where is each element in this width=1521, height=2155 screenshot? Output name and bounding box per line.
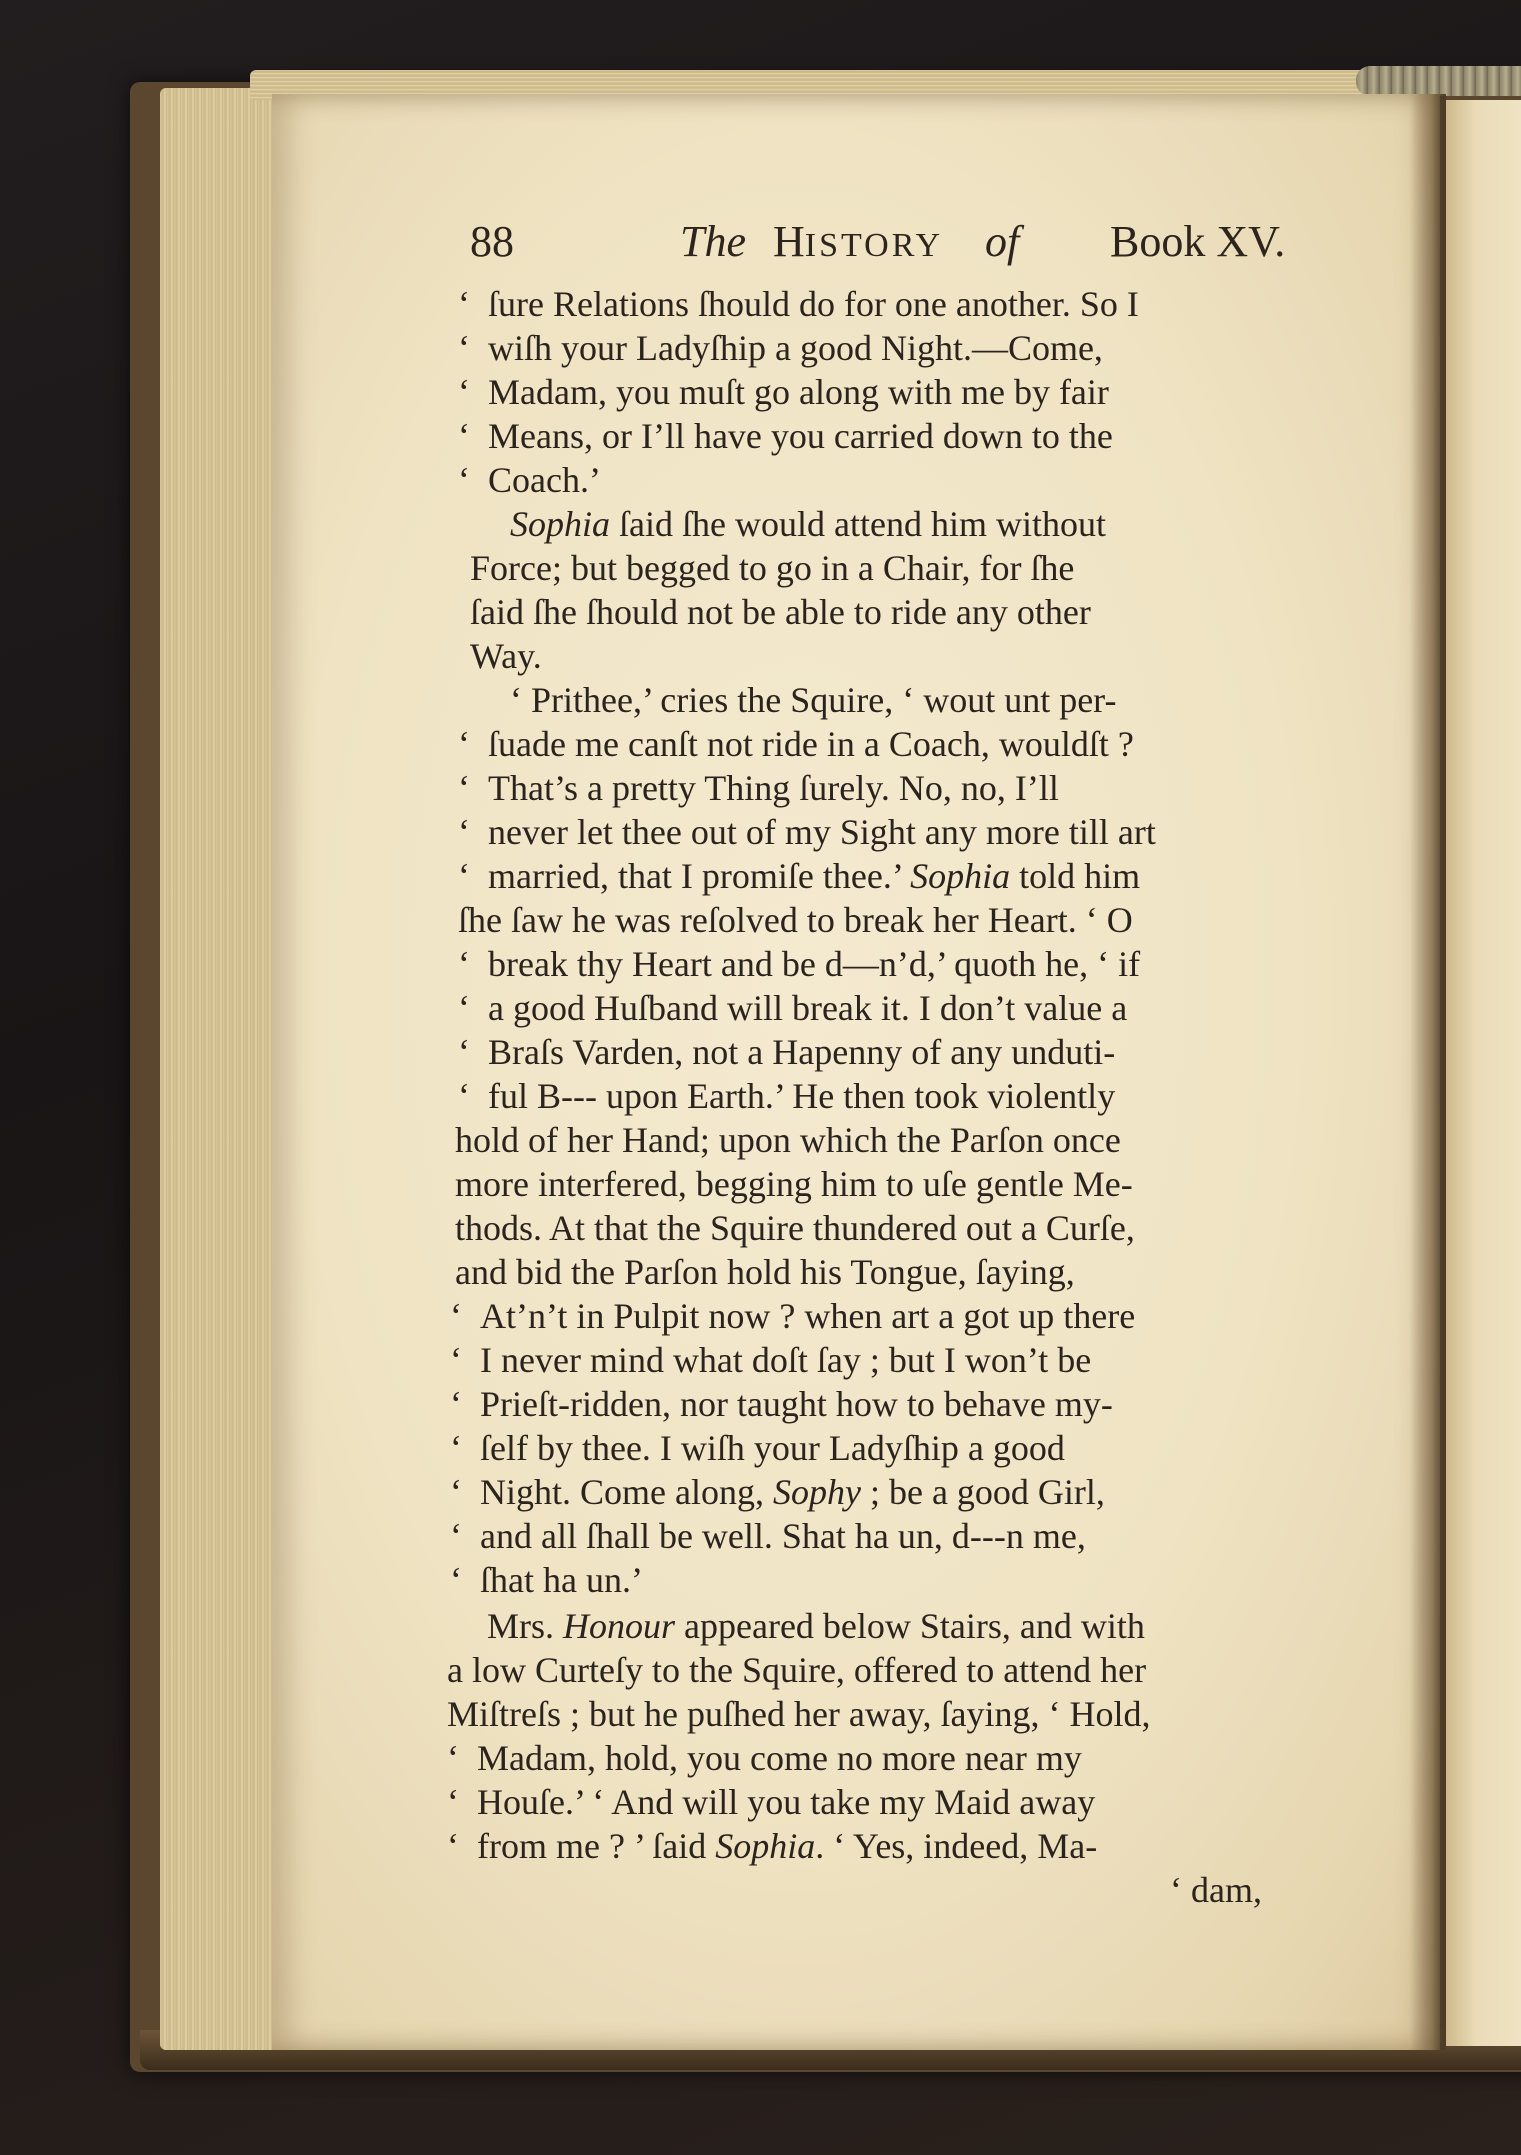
quote-mark: ‘ xyxy=(458,768,470,808)
text-line xyxy=(450,1426,1065,1470)
text-line xyxy=(458,854,1140,898)
line-text: At’n’t in Pulpit now ? when art a got up there xyxy=(480,1296,1136,1336)
quote-mark: ‘ xyxy=(458,328,470,368)
line-text: Night. Come along, xyxy=(480,1472,773,1512)
line-text: ſhat ha un.’ xyxy=(480,1560,643,1600)
text-line xyxy=(447,1648,1146,1692)
line-text: Means, or I’ll have you carried down to the xyxy=(488,416,1113,456)
running-head xyxy=(470,216,1318,276)
running-title-history-cap: H xyxy=(773,217,805,266)
line-text-continued: . ‘ Yes, indeed, Ma- xyxy=(815,1826,1098,1866)
line-text: thods. At that the Squire thundered out a Curſe, xyxy=(455,1208,1135,1248)
facing-page xyxy=(1446,100,1521,2046)
gutter-shadow xyxy=(1410,94,1446,2050)
quote-mark: ‘ xyxy=(458,372,470,412)
line-text: Way. xyxy=(470,636,542,676)
line-text: Braſs Varden, not a Hapenny of any unduti- xyxy=(488,1032,1116,1072)
text-line xyxy=(458,458,601,502)
text-line xyxy=(447,1692,1151,1736)
text-line xyxy=(1170,1868,1262,1912)
line-text: ſhe ſaw he was reſolved to break her Heart. ‘ O xyxy=(458,900,1133,940)
text-line xyxy=(458,942,1140,986)
text-line xyxy=(510,678,1116,722)
headband xyxy=(1356,66,1521,96)
italic-name: Honour xyxy=(563,1606,676,1646)
text-line xyxy=(470,546,1074,590)
text-line xyxy=(455,1250,1075,1294)
line-text: and bid the Parſon hold his Tongue, ſaying, xyxy=(455,1252,1075,1292)
quote-mark: ‘ xyxy=(450,1516,462,1556)
text-line xyxy=(470,590,1091,634)
quote-mark: ‘ xyxy=(447,1782,459,1822)
quote-mark: ‘ xyxy=(450,1340,462,1380)
line-text: break thy Heart and be d—n’d,’ quoth he, ‘ if xyxy=(488,944,1141,984)
line-text: ſaid ſhe ſhould not be able to ride any other xyxy=(470,592,1091,632)
text-line xyxy=(458,1030,1115,1074)
text-line xyxy=(450,1470,1105,1514)
text-line xyxy=(470,634,542,678)
line-text: ‘ dam, xyxy=(1170,1870,1262,1910)
text-line xyxy=(450,1338,1091,1382)
line-text: ſuade me canſt not ride in a Coach, wouldſt ? xyxy=(488,724,1134,764)
text-line xyxy=(447,1780,1095,1824)
line-text: Houſe.’ ‘ And will you take my Maid away xyxy=(477,1782,1096,1822)
text-line xyxy=(458,986,1127,1030)
line-text: Miſtreſs ; but he puſhed her away, ſaying, ‘ Hold, xyxy=(447,1694,1151,1734)
line-text-continued: ; be a good Girl, xyxy=(860,1472,1105,1512)
quote-mark: ‘ xyxy=(450,1296,462,1336)
line-text: Prieſt-ridden, nor taught how to behave my- xyxy=(480,1384,1113,1424)
text-line xyxy=(458,326,1103,370)
quote-mark: ‘ xyxy=(458,1032,470,1072)
line-text-continued: appeared below Stairs, and with xyxy=(675,1606,1145,1646)
line-text: ſaid ſhe would attend him without xyxy=(610,504,1106,544)
text-line xyxy=(458,898,1133,942)
text-line xyxy=(455,1118,1121,1162)
running-title-the: The xyxy=(680,217,746,266)
text-line xyxy=(458,766,1059,810)
quote-mark: ‘ xyxy=(458,416,470,456)
quote-mark: ‘ xyxy=(458,284,470,324)
quote-mark: ‘ xyxy=(450,1428,462,1468)
text-line xyxy=(458,810,1156,854)
page-number: 88 xyxy=(470,217,514,266)
line-text: That’s a pretty Thing ſurely. No, no, I’ll xyxy=(488,768,1059,808)
quote-mark: ‘ xyxy=(458,1076,470,1116)
quote-mark: ‘ xyxy=(458,944,470,984)
running-title-of: of xyxy=(985,217,1020,266)
quote-mark: ‘ xyxy=(450,1384,462,1424)
text-line xyxy=(458,414,1113,458)
line-text: a low Curteſy to the Squire, offered to attend her xyxy=(447,1650,1147,1690)
line-text: wiſh your Ladyſhip a good Night.—Come, xyxy=(488,328,1103,368)
line-text: married, that I promiſe thee.’ xyxy=(488,856,911,896)
line-text: from me ? ’ ſaid xyxy=(477,1826,716,1866)
text-line xyxy=(450,1294,1135,1338)
line-text: ſelf by thee. I wiſh your Ladyſhip a good xyxy=(480,1428,1065,1468)
line-text: ful B--- upon Earth.’ He then took violently xyxy=(488,1076,1116,1116)
running-title-history xyxy=(773,216,943,267)
line-text: hold of her Hand; upon which the Parſon once xyxy=(455,1120,1121,1160)
text-line xyxy=(455,1206,1135,1250)
quote-mark: ‘ xyxy=(447,1738,459,1778)
quote-mark: ‘ xyxy=(458,460,470,500)
quote-mark: ‘ xyxy=(458,724,470,764)
text-line xyxy=(458,282,1139,326)
italic-name: Sophia xyxy=(715,1826,816,1866)
line-text-continued: told him xyxy=(1010,856,1141,896)
text-line xyxy=(458,1074,1115,1118)
running-title-history-rest: ISTORY xyxy=(804,227,944,264)
line-text: a good Huſband will break it. I don’t value a xyxy=(488,988,1128,1028)
text-line xyxy=(510,502,1106,546)
text-line xyxy=(455,1162,1133,1206)
line-text: Force; but begged to go in a Chair, for ſhe xyxy=(470,548,1075,588)
line-text: Madam, hold, you come no more near my xyxy=(477,1738,1082,1778)
line-text: ‘ Prithee,’ cries the Squire, ‘ wout unt per- xyxy=(510,680,1117,720)
line-text: I never mind what doſt ſay ; but I won’t be xyxy=(480,1340,1092,1380)
italic-name: Sophia xyxy=(510,504,611,544)
text-line xyxy=(450,1382,1113,1426)
line-text: more interfered, begging him to uſe gentle Me- xyxy=(455,1164,1133,1204)
quote-mark: ‘ xyxy=(450,1472,462,1512)
text-line xyxy=(450,1514,1086,1558)
text-line xyxy=(458,722,1134,766)
text-line xyxy=(487,1604,1145,1648)
line-text: ſure Relations ſhould do for one another. So I xyxy=(488,284,1139,324)
text-line xyxy=(447,1824,1097,1868)
quote-mark: ‘ xyxy=(447,1826,459,1866)
line-text: Madam, you muſt go along with me by fair xyxy=(488,372,1109,412)
quote-mark: ‘ xyxy=(458,856,470,896)
text-line xyxy=(447,1736,1082,1780)
line-text: Mrs. xyxy=(487,1606,564,1646)
line-text: and all ſhall be well. Shat ha un, d---n me, xyxy=(480,1516,1086,1556)
italic-name: Sophia xyxy=(910,856,1011,896)
italic-name: Sophy xyxy=(772,1472,861,1512)
text-line xyxy=(458,370,1109,414)
book-label: Book XV. xyxy=(1110,217,1286,266)
quote-mark: ‘ xyxy=(458,988,470,1028)
quote-mark: ‘ xyxy=(458,812,470,852)
text-line xyxy=(450,1558,643,1602)
line-text: Coach.’ xyxy=(488,460,601,500)
quote-mark: ‘ xyxy=(450,1560,462,1600)
line-text: never let thee out of my Sight any more till art xyxy=(488,812,1156,852)
